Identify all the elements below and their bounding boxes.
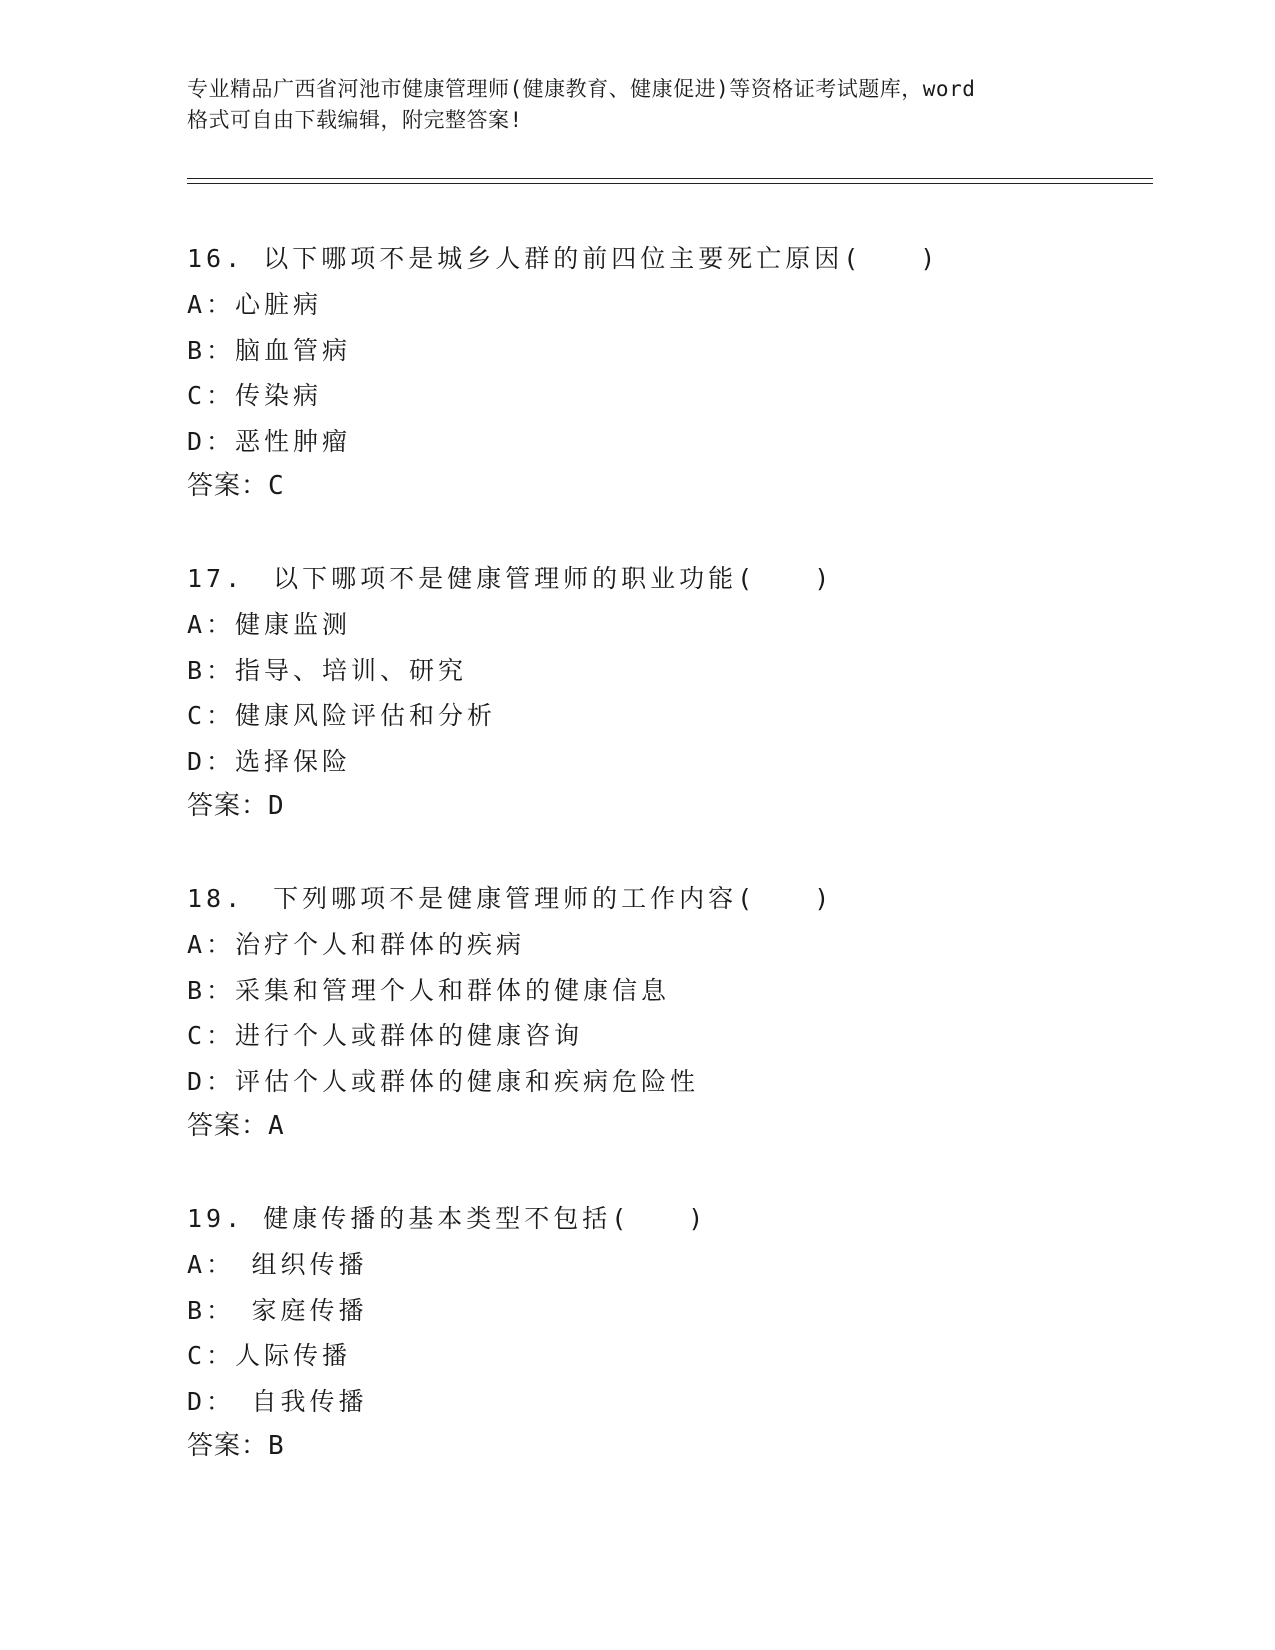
option-a: A：健康监测 xyxy=(187,610,352,639)
question-18 xyxy=(187,876,1147,1150)
question-stem: 16. 以下哪项不是城乡人群的前四位主要死亡原因( ) xyxy=(187,244,940,273)
answer-line xyxy=(187,784,1147,830)
answer-line xyxy=(187,1424,1147,1470)
intro-line-2: 格式可自由下载编辑，附完整答案! xyxy=(187,108,523,132)
answer-line xyxy=(187,464,1147,510)
option-d: D： 自我传播 xyxy=(187,1386,368,1416)
answer-value: C xyxy=(268,471,285,502)
option-b: B：脑血管病 xyxy=(187,335,352,365)
question-stem: 19. 健康传播的基本类型不包括( ) xyxy=(187,1204,708,1233)
answer-label: 答案： xyxy=(187,1111,269,1142)
question-stem: 18. 下列哪项不是健康管理师的工作内容( ) xyxy=(187,884,834,913)
option-c: C：进行个人或群体的健康咨询 xyxy=(187,1021,584,1051)
header-divider-bottom xyxy=(187,183,1153,184)
option-a: A：心脏病 xyxy=(187,290,323,319)
option-a: A：治疗个人和群体的疾病 xyxy=(187,930,526,959)
question-16 xyxy=(187,236,1147,510)
question-stem: 17. 以下哪项不是健康管理师的职业功能( ) xyxy=(187,564,834,593)
option-d: D：恶性肿瘤 xyxy=(187,426,352,456)
intro-line-1: 专业精品广西省河池市健康管理师(健康教育、健康促进)等资格证考试题库，word xyxy=(187,77,976,101)
option-b: B： 家庭传播 xyxy=(187,1295,368,1325)
answer-label: 答案： xyxy=(187,791,269,822)
document-intro xyxy=(187,74,1087,136)
option-d: D：评估个人或群体的健康和疾病危险性 xyxy=(187,1066,700,1096)
option-b: B：采集和管理个人和群体的健康信息 xyxy=(187,975,671,1005)
option-c: C：健康风险评估和分析 xyxy=(187,701,497,731)
answer-value: B xyxy=(268,1431,285,1462)
option-a: A： 组织传播 xyxy=(187,1250,368,1279)
answer-label: 答案： xyxy=(187,1431,269,1462)
answer-value: D xyxy=(268,791,285,822)
question-19 xyxy=(187,1196,1147,1470)
option-d: D：选择保险 xyxy=(187,746,352,776)
option-b: B：指导、培训、研究 xyxy=(187,655,468,685)
header-divider-top xyxy=(187,178,1153,179)
answer-label: 答案： xyxy=(187,471,269,502)
answer-line xyxy=(187,1104,1147,1150)
option-c: C：人际传播 xyxy=(187,1341,352,1371)
option-c: C：传染病 xyxy=(187,381,323,411)
question-17 xyxy=(187,556,1147,830)
answer-value: A xyxy=(268,1111,285,1142)
